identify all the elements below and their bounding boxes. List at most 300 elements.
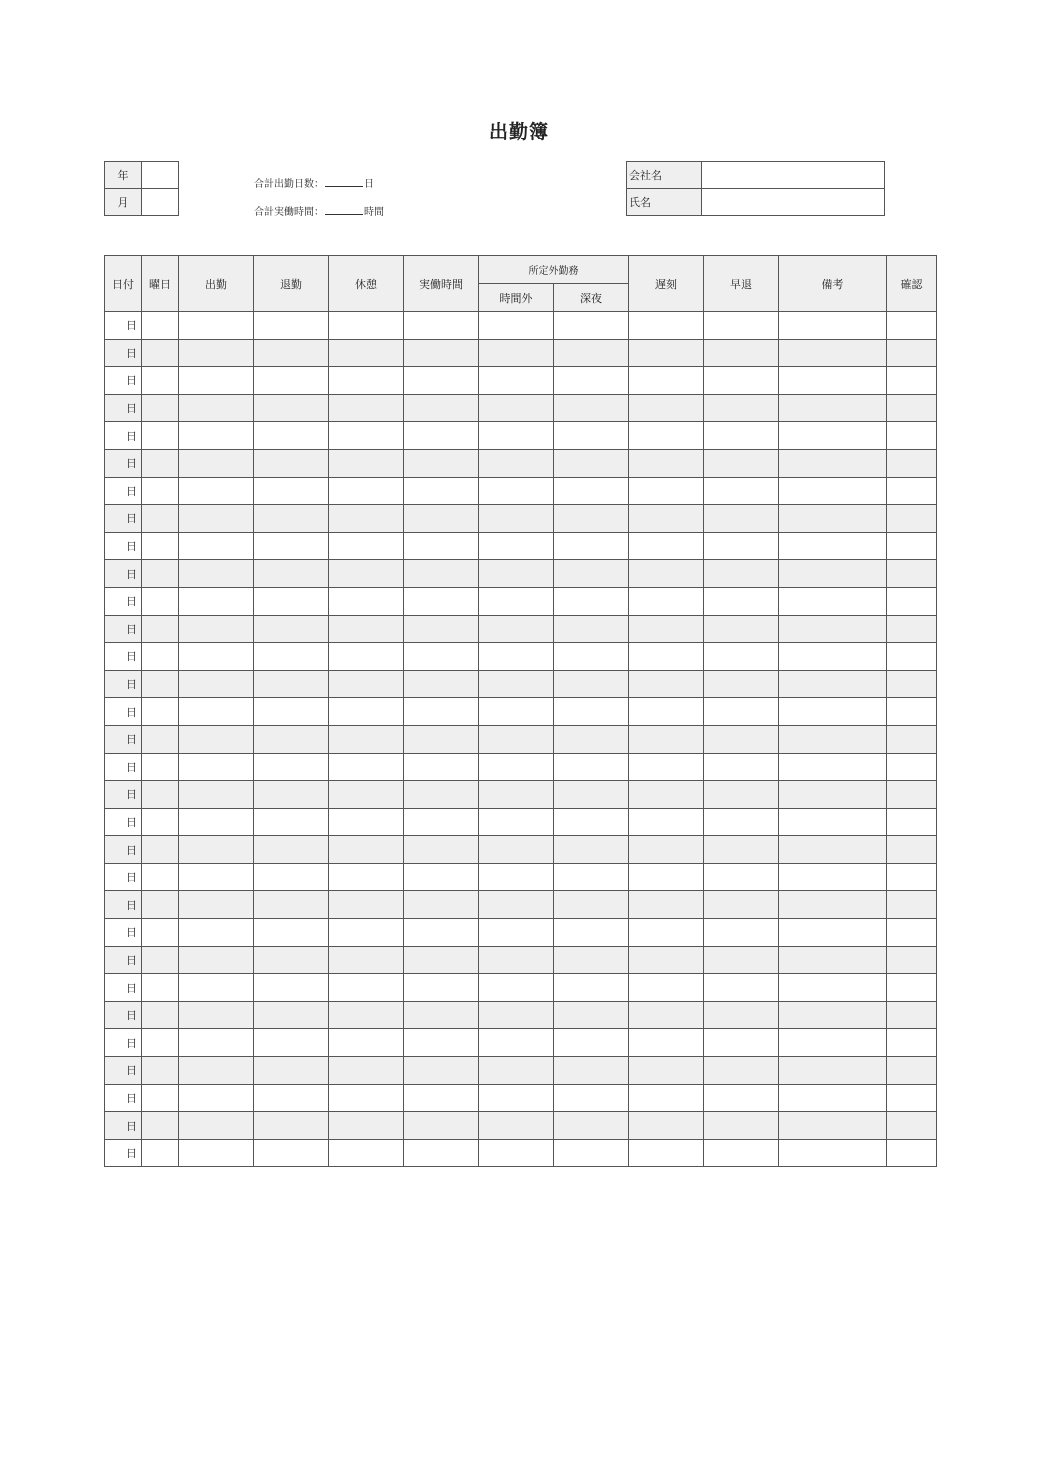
early-leave-cell[interactable] — [704, 753, 779, 781]
date-cell[interactable]: 日 — [105, 891, 142, 919]
date-cell[interactable]: 日 — [105, 615, 142, 643]
early-leave-cell[interactable] — [704, 367, 779, 395]
early-leave-cell[interactable] — [704, 505, 779, 533]
overtime-cell[interactable] — [479, 836, 554, 864]
actual-hours-cell[interactable] — [404, 863, 479, 891]
night-cell[interactable] — [554, 781, 629, 809]
weekday-cell[interactable] — [142, 587, 179, 615]
break-cell[interactable] — [329, 891, 404, 919]
clock-out-cell[interactable] — [254, 974, 329, 1002]
remarks-cell[interactable] — [779, 532, 887, 560]
remarks-cell[interactable] — [779, 753, 887, 781]
weekday-cell[interactable] — [142, 836, 179, 864]
actual-hours-cell[interactable] — [404, 394, 479, 422]
remarks-cell[interactable] — [779, 863, 887, 891]
weekday-cell[interactable] — [142, 698, 179, 726]
month-input-cell[interactable] — [142, 189, 179, 216]
date-cell[interactable]: 日 — [105, 1057, 142, 1085]
date-cell[interactable]: 日 — [105, 449, 142, 477]
date-cell[interactable]: 日 — [105, 1084, 142, 1112]
total-days-blank[interactable] — [325, 176, 363, 187]
late-cell[interactable] — [629, 919, 704, 947]
late-cell[interactable] — [629, 1001, 704, 1029]
early-leave-cell[interactable] — [704, 1112, 779, 1140]
clock-in-cell[interactable] — [179, 919, 254, 947]
weekday-cell[interactable] — [142, 339, 179, 367]
date-cell[interactable]: 日 — [105, 560, 142, 588]
overtime-cell[interactable] — [479, 312, 554, 340]
actual-hours-cell[interactable] — [404, 1001, 479, 1029]
night-cell[interactable] — [554, 1057, 629, 1085]
remarks-cell[interactable] — [779, 836, 887, 864]
clock-out-cell[interactable] — [254, 781, 329, 809]
clock-in-cell[interactable] — [179, 560, 254, 588]
actual-hours-cell[interactable] — [404, 781, 479, 809]
night-cell[interactable] — [554, 670, 629, 698]
clock-out-cell[interactable] — [254, 1112, 329, 1140]
clock-out-cell[interactable] — [254, 1029, 329, 1057]
overtime-cell[interactable] — [479, 1029, 554, 1057]
weekday-cell[interactable] — [142, 367, 179, 395]
actual-hours-cell[interactable] — [404, 808, 479, 836]
late-cell[interactable] — [629, 1112, 704, 1140]
clock-out-cell[interactable] — [254, 312, 329, 340]
actual-hours-cell[interactable] — [404, 974, 479, 1002]
late-cell[interactable] — [629, 477, 704, 505]
early-leave-cell[interactable] — [704, 615, 779, 643]
night-cell[interactable] — [554, 1029, 629, 1057]
late-cell[interactable] — [629, 560, 704, 588]
night-cell[interactable] — [554, 753, 629, 781]
weekday-cell[interactable] — [142, 560, 179, 588]
clock-out-cell[interactable] — [254, 505, 329, 533]
clock-in-cell[interactable] — [179, 1112, 254, 1140]
early-leave-cell[interactable] — [704, 781, 779, 809]
confirm-cell[interactable] — [887, 863, 937, 891]
late-cell[interactable] — [629, 505, 704, 533]
confirm-cell[interactable] — [887, 670, 937, 698]
overtime-cell[interactable] — [479, 781, 554, 809]
late-cell[interactable] — [629, 670, 704, 698]
weekday-cell[interactable] — [142, 1029, 179, 1057]
confirm-cell[interactable] — [887, 891, 937, 919]
overtime-cell[interactable] — [479, 560, 554, 588]
weekday-cell[interactable] — [142, 808, 179, 836]
clock-in-cell[interactable] — [179, 477, 254, 505]
early-leave-cell[interactable] — [704, 643, 779, 671]
remarks-cell[interactable] — [779, 422, 887, 450]
late-cell[interactable] — [629, 808, 704, 836]
remarks-cell[interactable] — [779, 1112, 887, 1140]
clock-out-cell[interactable] — [254, 532, 329, 560]
clock-in-cell[interactable] — [179, 836, 254, 864]
break-cell[interactable] — [329, 836, 404, 864]
early-leave-cell[interactable] — [704, 394, 779, 422]
confirm-cell[interactable] — [887, 394, 937, 422]
weekday-cell[interactable] — [142, 670, 179, 698]
remarks-cell[interactable] — [779, 781, 887, 809]
date-cell[interactable]: 日 — [105, 532, 142, 560]
clock-in-cell[interactable] — [179, 891, 254, 919]
remarks-cell[interactable] — [779, 1139, 887, 1167]
early-leave-cell[interactable] — [704, 477, 779, 505]
actual-hours-cell[interactable] — [404, 670, 479, 698]
early-leave-cell[interactable] — [704, 670, 779, 698]
remarks-cell[interactable] — [779, 725, 887, 753]
clock-out-cell[interactable] — [254, 643, 329, 671]
break-cell[interactable] — [329, 560, 404, 588]
night-cell[interactable] — [554, 808, 629, 836]
night-cell[interactable] — [554, 422, 629, 450]
total-hours-blank[interactable] — [325, 204, 363, 215]
late-cell[interactable] — [629, 394, 704, 422]
remarks-cell[interactable] — [779, 312, 887, 340]
clock-in-cell[interactable] — [179, 449, 254, 477]
night-cell[interactable] — [554, 505, 629, 533]
night-cell[interactable] — [554, 339, 629, 367]
clock-out-cell[interactable] — [254, 863, 329, 891]
night-cell[interactable] — [554, 312, 629, 340]
break-cell[interactable] — [329, 449, 404, 477]
late-cell[interactable] — [629, 836, 704, 864]
break-cell[interactable] — [329, 974, 404, 1002]
late-cell[interactable] — [629, 1057, 704, 1085]
date-cell[interactable]: 日 — [105, 367, 142, 395]
weekday-cell[interactable] — [142, 394, 179, 422]
date-cell[interactable]: 日 — [105, 477, 142, 505]
overtime-cell[interactable] — [479, 919, 554, 947]
confirm-cell[interactable] — [887, 1029, 937, 1057]
early-leave-cell[interactable] — [704, 449, 779, 477]
overtime-cell[interactable] — [479, 725, 554, 753]
break-cell[interactable] — [329, 753, 404, 781]
confirm-cell[interactable] — [887, 1112, 937, 1140]
year-input-cell[interactable] — [142, 162, 179, 189]
night-cell[interactable] — [554, 863, 629, 891]
remarks-cell[interactable] — [779, 615, 887, 643]
clock-in-cell[interactable] — [179, 863, 254, 891]
late-cell[interactable] — [629, 367, 704, 395]
break-cell[interactable] — [329, 477, 404, 505]
date-cell[interactable]: 日 — [105, 587, 142, 615]
late-cell[interactable] — [629, 863, 704, 891]
clock-out-cell[interactable] — [254, 449, 329, 477]
break-cell[interactable] — [329, 1029, 404, 1057]
early-leave-cell[interactable] — [704, 312, 779, 340]
late-cell[interactable] — [629, 449, 704, 477]
weekday-cell[interactable] — [142, 505, 179, 533]
weekday-cell[interactable] — [142, 1084, 179, 1112]
actual-hours-cell[interactable] — [404, 532, 479, 560]
late-cell[interactable] — [629, 1029, 704, 1057]
confirm-cell[interactable] — [887, 449, 937, 477]
early-leave-cell[interactable] — [704, 1139, 779, 1167]
date-cell[interactable]: 日 — [105, 919, 142, 947]
remarks-cell[interactable] — [779, 919, 887, 947]
clock-out-cell[interactable] — [254, 587, 329, 615]
clock-out-cell[interactable] — [254, 339, 329, 367]
early-leave-cell[interactable] — [704, 339, 779, 367]
clock-out-cell[interactable] — [254, 725, 329, 753]
date-cell[interactable]: 日 — [105, 1139, 142, 1167]
clock-in-cell[interactable] — [179, 339, 254, 367]
confirm-cell[interactable] — [887, 367, 937, 395]
clock-in-cell[interactable] — [179, 505, 254, 533]
remarks-cell[interactable] — [779, 643, 887, 671]
overtime-cell[interactable] — [479, 477, 554, 505]
date-cell[interactable]: 日 — [105, 836, 142, 864]
overtime-cell[interactable] — [479, 946, 554, 974]
break-cell[interactable] — [329, 1139, 404, 1167]
actual-hours-cell[interactable] — [404, 891, 479, 919]
confirm-cell[interactable] — [887, 1139, 937, 1167]
early-leave-cell[interactable] — [704, 422, 779, 450]
date-cell[interactable]: 日 — [105, 1112, 142, 1140]
date-cell[interactable]: 日 — [105, 808, 142, 836]
date-cell[interactable]: 日 — [105, 422, 142, 450]
weekday-cell[interactable] — [142, 422, 179, 450]
clock-in-cell[interactable] — [179, 1084, 254, 1112]
weekday-cell[interactable] — [142, 974, 179, 1002]
actual-hours-cell[interactable] — [404, 1139, 479, 1167]
night-cell[interactable] — [554, 1001, 629, 1029]
confirm-cell[interactable] — [887, 643, 937, 671]
clock-out-cell[interactable] — [254, 808, 329, 836]
confirm-cell[interactable] — [887, 505, 937, 533]
weekday-cell[interactable] — [142, 919, 179, 947]
actual-hours-cell[interactable] — [404, 422, 479, 450]
break-cell[interactable] — [329, 422, 404, 450]
actual-hours-cell[interactable] — [404, 753, 479, 781]
night-cell[interactable] — [554, 615, 629, 643]
remarks-cell[interactable] — [779, 670, 887, 698]
break-cell[interactable] — [329, 1057, 404, 1085]
early-leave-cell[interactable] — [704, 532, 779, 560]
date-cell[interactable]: 日 — [105, 670, 142, 698]
early-leave-cell[interactable] — [704, 808, 779, 836]
actual-hours-cell[interactable] — [404, 560, 479, 588]
remarks-cell[interactable] — [779, 1001, 887, 1029]
clock-out-cell[interactable] — [254, 670, 329, 698]
date-cell[interactable]: 日 — [105, 1029, 142, 1057]
actual-hours-cell[interactable] — [404, 946, 479, 974]
break-cell[interactable] — [329, 367, 404, 395]
date-cell[interactable]: 日 — [105, 698, 142, 726]
weekday-cell[interactable] — [142, 1001, 179, 1029]
break-cell[interactable] — [329, 1001, 404, 1029]
remarks-cell[interactable] — [779, 1057, 887, 1085]
early-leave-cell[interactable] — [704, 974, 779, 1002]
clock-in-cell[interactable] — [179, 1001, 254, 1029]
remarks-cell[interactable] — [779, 1084, 887, 1112]
remarks-cell[interactable] — [779, 505, 887, 533]
overtime-cell[interactable] — [479, 643, 554, 671]
clock-in-cell[interactable] — [179, 946, 254, 974]
clock-in-cell[interactable] — [179, 1057, 254, 1085]
clock-in-cell[interactable] — [179, 1029, 254, 1057]
break-cell[interactable] — [329, 808, 404, 836]
overtime-cell[interactable] — [479, 394, 554, 422]
actual-hours-cell[interactable] — [404, 698, 479, 726]
break-cell[interactable] — [329, 643, 404, 671]
weekday-cell[interactable] — [142, 643, 179, 671]
overtime-cell[interactable] — [479, 367, 554, 395]
confirm-cell[interactable] — [887, 725, 937, 753]
overtime-cell[interactable] — [479, 698, 554, 726]
night-cell[interactable] — [554, 367, 629, 395]
clock-in-cell[interactable] — [179, 422, 254, 450]
confirm-cell[interactable] — [887, 1001, 937, 1029]
night-cell[interactable] — [554, 1084, 629, 1112]
early-leave-cell[interactable] — [704, 560, 779, 588]
night-cell[interactable] — [554, 1139, 629, 1167]
late-cell[interactable] — [629, 781, 704, 809]
confirm-cell[interactable] — [887, 919, 937, 947]
late-cell[interactable] — [629, 532, 704, 560]
clock-in-cell[interactable] — [179, 974, 254, 1002]
confirm-cell[interactable] — [887, 312, 937, 340]
clock-in-cell[interactable] — [179, 615, 254, 643]
clock-in-cell[interactable] — [179, 781, 254, 809]
confirm-cell[interactable] — [887, 339, 937, 367]
date-cell[interactable]: 日 — [105, 974, 142, 1002]
date-cell[interactable]: 日 — [105, 725, 142, 753]
remarks-cell[interactable] — [779, 339, 887, 367]
overtime-cell[interactable] — [479, 505, 554, 533]
clock-in-cell[interactable] — [179, 367, 254, 395]
night-cell[interactable] — [554, 477, 629, 505]
break-cell[interactable] — [329, 946, 404, 974]
overtime-cell[interactable] — [479, 587, 554, 615]
break-cell[interactable] — [329, 725, 404, 753]
late-cell[interactable] — [629, 312, 704, 340]
early-leave-cell[interactable] — [704, 1084, 779, 1112]
remarks-cell[interactable] — [779, 560, 887, 588]
weekday-cell[interactable] — [142, 753, 179, 781]
company-input-cell[interactable] — [702, 162, 885, 189]
clock-out-cell[interactable] — [254, 560, 329, 588]
overtime-cell[interactable] — [479, 449, 554, 477]
remarks-cell[interactable] — [779, 808, 887, 836]
clock-out-cell[interactable] — [254, 1001, 329, 1029]
break-cell[interactable] — [329, 1084, 404, 1112]
night-cell[interactable] — [554, 974, 629, 1002]
early-leave-cell[interactable] — [704, 1001, 779, 1029]
weekday-cell[interactable] — [142, 1112, 179, 1140]
late-cell[interactable] — [629, 643, 704, 671]
early-leave-cell[interactable] — [704, 698, 779, 726]
weekday-cell[interactable] — [142, 1139, 179, 1167]
early-leave-cell[interactable] — [704, 1057, 779, 1085]
date-cell[interactable]: 日 — [105, 643, 142, 671]
clock-out-cell[interactable] — [254, 753, 329, 781]
clock-in-cell[interactable] — [179, 312, 254, 340]
clock-out-cell[interactable] — [254, 919, 329, 947]
clock-out-cell[interactable] — [254, 477, 329, 505]
early-leave-cell[interactable] — [704, 891, 779, 919]
weekday-cell[interactable] — [142, 477, 179, 505]
overtime-cell[interactable] — [479, 422, 554, 450]
early-leave-cell[interactable] — [704, 836, 779, 864]
night-cell[interactable] — [554, 891, 629, 919]
early-leave-cell[interactable] — [704, 863, 779, 891]
break-cell[interactable] — [329, 863, 404, 891]
weekday-cell[interactable] — [142, 946, 179, 974]
confirm-cell[interactable] — [887, 836, 937, 864]
weekday-cell[interactable] — [142, 615, 179, 643]
date-cell[interactable]: 日 — [105, 394, 142, 422]
break-cell[interactable] — [329, 532, 404, 560]
night-cell[interactable] — [554, 836, 629, 864]
remarks-cell[interactable] — [779, 946, 887, 974]
break-cell[interactable] — [329, 312, 404, 340]
remarks-cell[interactable] — [779, 891, 887, 919]
overtime-cell[interactable] — [479, 808, 554, 836]
confirm-cell[interactable] — [887, 532, 937, 560]
date-cell[interactable]: 日 — [105, 505, 142, 533]
night-cell[interactable] — [554, 698, 629, 726]
clock-in-cell[interactable] — [179, 753, 254, 781]
actual-hours-cell[interactable] — [404, 367, 479, 395]
break-cell[interactable] — [329, 615, 404, 643]
actual-hours-cell[interactable] — [404, 725, 479, 753]
clock-in-cell[interactable] — [179, 394, 254, 422]
actual-hours-cell[interactable] — [404, 339, 479, 367]
clock-in-cell[interactable] — [179, 808, 254, 836]
remarks-cell[interactable] — [779, 587, 887, 615]
clock-out-cell[interactable] — [254, 698, 329, 726]
overtime-cell[interactable] — [479, 863, 554, 891]
date-cell[interactable]: 日 — [105, 1001, 142, 1029]
clock-in-cell[interactable] — [179, 532, 254, 560]
late-cell[interactable] — [629, 615, 704, 643]
break-cell[interactable] — [329, 339, 404, 367]
clock-out-cell[interactable] — [254, 891, 329, 919]
overtime-cell[interactable] — [479, 891, 554, 919]
actual-hours-cell[interactable] — [404, 919, 479, 947]
early-leave-cell[interactable] — [704, 587, 779, 615]
overtime-cell[interactable] — [479, 670, 554, 698]
late-cell[interactable] — [629, 946, 704, 974]
break-cell[interactable] — [329, 587, 404, 615]
remarks-cell[interactable] — [779, 1029, 887, 1057]
clock-out-cell[interactable] — [254, 615, 329, 643]
break-cell[interactable] — [329, 698, 404, 726]
late-cell[interactable] — [629, 698, 704, 726]
overtime-cell[interactable] — [479, 532, 554, 560]
clock-out-cell[interactable] — [254, 394, 329, 422]
confirm-cell[interactable] — [887, 422, 937, 450]
late-cell[interactable] — [629, 1084, 704, 1112]
overtime-cell[interactable] — [479, 1112, 554, 1140]
weekday-cell[interactable] — [142, 449, 179, 477]
early-leave-cell[interactable] — [704, 946, 779, 974]
confirm-cell[interactable] — [887, 781, 937, 809]
date-cell[interactable]: 日 — [105, 946, 142, 974]
night-cell[interactable] — [554, 946, 629, 974]
actual-hours-cell[interactable] — [404, 505, 479, 533]
clock-in-cell[interactable] — [179, 587, 254, 615]
clock-out-cell[interactable] — [254, 1057, 329, 1085]
early-leave-cell[interactable] — [704, 919, 779, 947]
clock-out-cell[interactable] — [254, 1084, 329, 1112]
break-cell[interactable] — [329, 1112, 404, 1140]
weekday-cell[interactable] — [142, 532, 179, 560]
date-cell[interactable]: 日 — [105, 312, 142, 340]
late-cell[interactable] — [629, 725, 704, 753]
name-input-cell[interactable] — [702, 189, 885, 216]
night-cell[interactable] — [554, 643, 629, 671]
